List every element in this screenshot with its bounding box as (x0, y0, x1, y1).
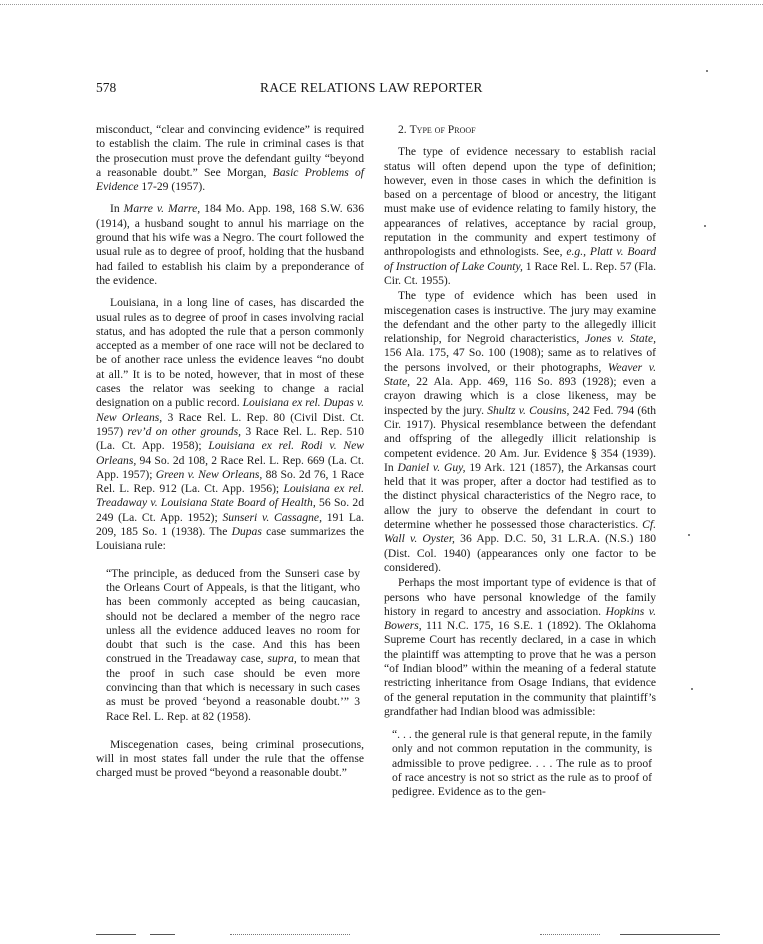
paragraph: The type of evidence which has been used in miscegenation cases is instructive. The jury may examine the defendant and the other party to the allegedly illicit relationship, for Negroid characteristics, Jones v. State, 156 Ala. 175, 47 So. 100 (1908); same as to relatives of the persons involved, or their photographs, Weaver v. State, 22 Ala. App. 469, 116 So. 893 (1928); even a crayon drawing which is a close likeness, may be inspected by the jury. Shultz v. Cousins, 242 Fed. 794 (6th Cir. 1917). Physical resemblance between the defendant and offspring of the allegedly illicit relationship is competent evidence. 20 Am. Jur. Evidence § 354 (1939). In Daniel v. Guy, 19 Ark. 121 (1857), the Arkansas court held that it was proper, after a doctor had testified as to the distinct physical characteristics of the Negro race, to allow the jury to observe the defendant in court to determine whether he possessed those characteristics. Cf. Wall v. Oyster, 36 App. D.C. 50, 31 L.R.A. (N.S.) 180 (Dist. Col. 1940) (appearances only one factor to be considered). (384, 289, 657, 574)
paragraph: Perhaps the most important type of evidence is that of persons who have personal knowledge of the family history in regard to ancestry and association. Hopkins v. Bowers, 111 N.C. 175, 16 S.E. 1 (1892). The Oklahoma Supreme Court has recently declared, in a case in which the plaintiff was attempting to prove that he was a person “of Indian blood” within the meaning of a federal statute restricting inheritance from Osage Indians, that evidence of the general reputation in the community that plaintiff’s grandfather had Indian blood was admissible: (384, 576, 656, 718)
left-column (96, 123, 364, 781)
paragraph: Miscegenation cases, being criminal prosecutions, will in most states fall under the rule that the offense charged must be proved “beyond a reasonable doubt.” (96, 737, 364, 780)
block-quote: “The principle, as deduced from the Sunseri case by the Orleans Court of Appeals, is that the litigant, who has been commonly accepted as being caucasian, should not be declared a member of the negro race unless all the evidence adduced leaves no room for doubt that such is the case. And this has been construed in the Treadaway case, supra, to mean that the proof in such case should be even more convincing than that which is necessary in such cases as must be proved ‘beyond a reasonable doubt.’” 3 Race Rel. L. Rep. at 82 (1958). (106, 566, 360, 723)
scan-speck (704, 225, 706, 227)
scan-speck (688, 534, 690, 536)
section-heading: 2. Type of Proof (398, 123, 476, 136)
scan-speck (706, 70, 708, 72)
right-column (384, 123, 656, 800)
bottom-rule (620, 934, 720, 935)
running-title: RACE RELATIONS LAW REPORTER (260, 80, 483, 95)
paragraph: misconduct, “clear and convincing evidence” is required to establish the claim. The rule in criminal cases is that the prosecution must prove the defendant guilty “beyond a reasonable doubt.” See Morgan, Basic Problems of Evidence 17-29 (1957). (96, 123, 364, 194)
bottom-rule (96, 934, 136, 935)
page-number: 578 (96, 80, 117, 95)
paragraph: In Marre v. Marre, 184 Mo. App. 198, 168 S.W. 636 (1914), a husband sought to annul his marriage on the ground that his wife was a Negro. The court followed the usual rule as to degree of proof, holding that the husband had failed to establish his claim by a preponderance of the evidence. (96, 202, 364, 287)
block-quote: “. . . the general rule is that general repute, in the family only and not common reputation in the community, is admissible to prove pedigree. . . . The rule as to proof of race ancestry is not so strict as the rule as to proof of pedigree. Evidence as to the gen- (392, 728, 652, 799)
scan-speck (691, 688, 693, 690)
bottom-rule (540, 934, 600, 935)
bottom-rule (150, 934, 175, 935)
top-border (0, 4, 763, 5)
bottom-rule (230, 934, 350, 935)
paragraph: Louisiana, in a long line of cases, has discarded the usual rules as to degree of proof in cases involving racial status, and has adopted the rule that a person commonly accepted as a member of one race will not be declared to be of another race unless the evidence leaves “no doubt at all.” It is to be noted, however, that in most of these cases the relator was seeking to change a racial designation on a public record. Louisiana ex rel. Dupas v. New Orleans, 3 Race Rel. L. Rep. 80 (Civil Dist. Ct. 1957) rev’d on other grounds, 3 Race Rel. L. Rep. 510 (La. Ct. App. 1958); Louisiana ex rel. Rodi v. New Orleans, 94 So. 2d 108, 2 Race Rel. L. Rep. 669 (La. Ct. App. 1957); Green v. New Orleans, 88 So. 2d 76, 1 Race Rel. L. Rep. 912 (La. Ct. App. 1956); Louisiana ex rel. Treadaway v. Louisiana State Board of Health, 56 So. 2d 249 (La. Ct. App. 1952); Sunseri v. Cassagne, 191 La. 209, 185 So. 1 (1938). The Dupas case summarizes the Louisiana rule: (96, 296, 365, 553)
paragraph: The type of evidence necessary to establish racial status will often depend upon the type of definition; however, even in those cases in which the definition is based on a percentage of blood or ancestry, the litigant must make use of evidence relating to family history, the appearances of relatives, acceptance by racial group, reputation in the community and expert testimony of anthropologists and ethnologists. See, e.g., Platt v. Board of Instruction of Lake County, 1 Race Rel. L. Rep. 57 (Fla. Cir. Ct. 1955). (384, 145, 657, 287)
